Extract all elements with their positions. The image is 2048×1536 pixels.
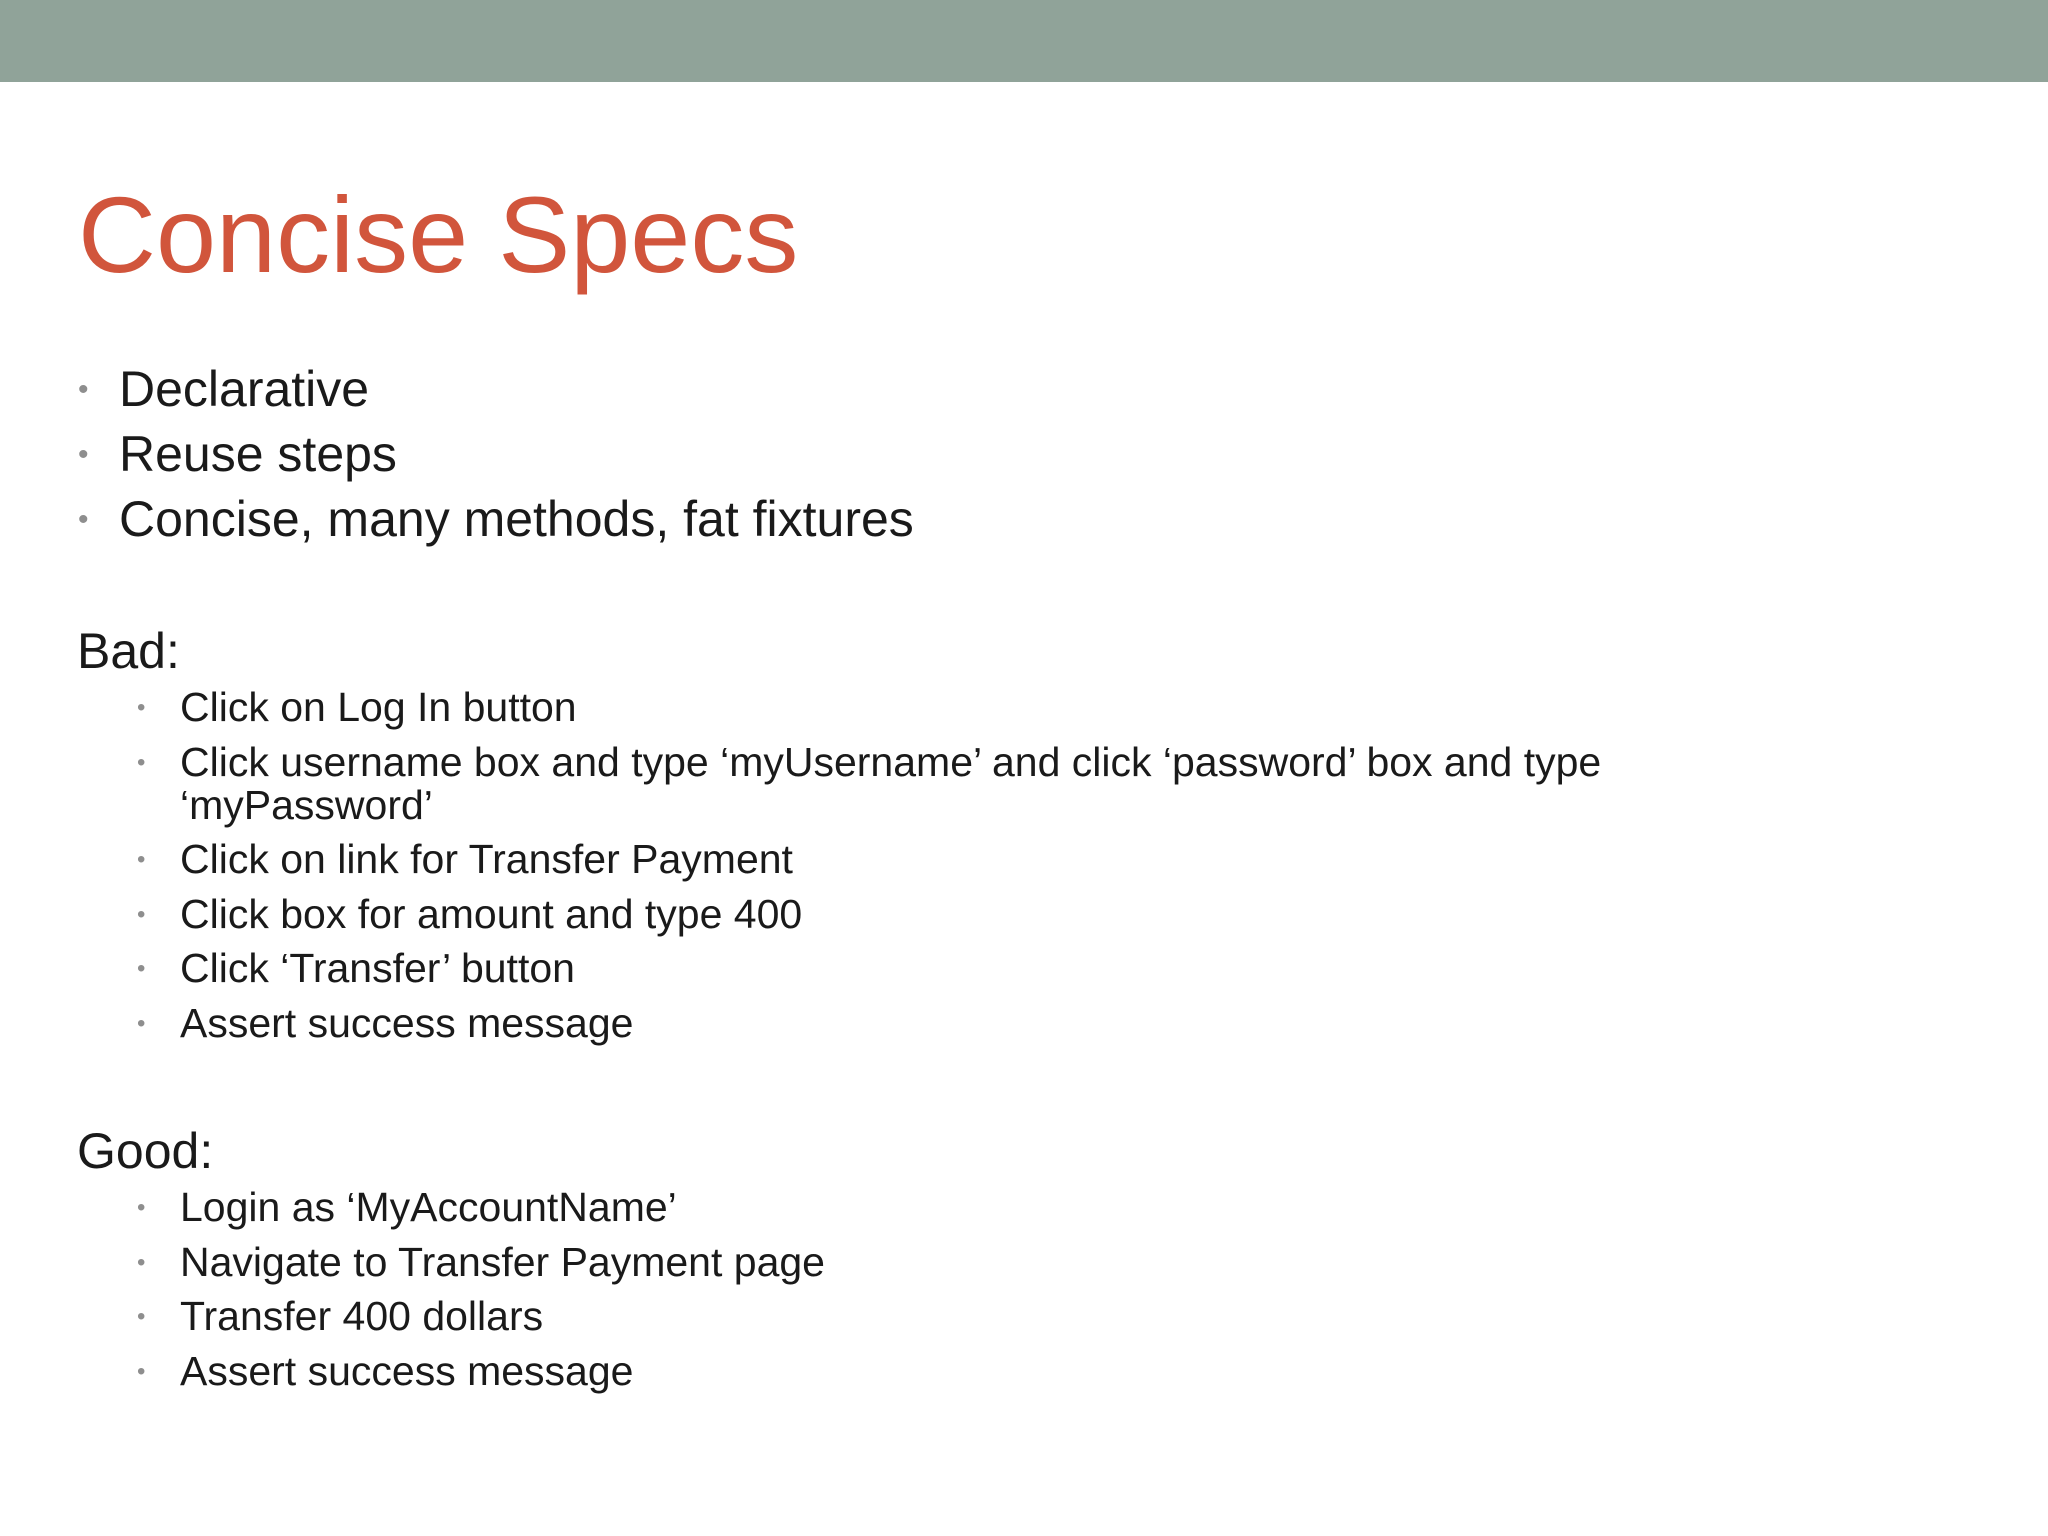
bullet-icon: • <box>137 1357 146 1385</box>
list-item <box>137 999 1977 1046</box>
list-item <box>78 422 1978 487</box>
list-item <box>137 890 1977 937</box>
list-item <box>137 838 1977 881</box>
bullet-icon: • <box>137 748 146 776</box>
bad-heading: Bad: <box>77 623 180 679</box>
bullet-text: Click on link for Transfer Payment <box>180 836 793 882</box>
bullet-text: Transfer 400 dollars <box>180 1293 544 1339</box>
list-item <box>137 738 1977 828</box>
list-item <box>137 686 1977 729</box>
bullet-icon: • <box>137 1194 146 1221</box>
bullet-icon: • <box>137 1009 146 1037</box>
good-example-list <box>137 1186 1977 1404</box>
bullet-icon: • <box>137 846 146 873</box>
bullet-icon: • <box>78 373 89 406</box>
bullet-text: Click box for amount and type 400 <box>180 890 803 937</box>
bullet-text: Click ‘Transfer’ button <box>180 945 575 991</box>
bullet-icon: • <box>78 438 89 471</box>
bullet-text: Declarative <box>119 361 370 417</box>
bad-example-list <box>137 686 1977 1056</box>
bullet-icon: • <box>137 900 146 928</box>
list-item <box>137 1347 1977 1394</box>
main-bullet-list <box>78 357 1978 552</box>
bullet-icon: • <box>78 503 89 536</box>
bullet-text: Assert success message <box>180 1347 634 1394</box>
bullet-icon: • <box>137 1248 146 1276</box>
bullet-icon: • <box>137 955 146 982</box>
slide-title: Concise Specs <box>78 174 799 295</box>
bullet-icon: • <box>137 1303 146 1330</box>
top-accent-bar <box>0 0 2048 82</box>
bullet-icon: • <box>137 694 146 721</box>
bullet-text: Assert success message <box>180 999 634 1046</box>
list-item <box>137 1238 1977 1285</box>
list-item <box>137 947 1977 990</box>
list-item <box>78 487 1978 552</box>
bullet-text: Login as ‘MyAccountName’ <box>180 1184 677 1230</box>
good-heading: Good: <box>77 1123 214 1179</box>
bullet-text: Click username box and type ‘myUsername’ and click ‘password’ box and type ‘myPassword’ <box>180 738 1602 828</box>
list-item <box>137 1295 1977 1338</box>
list-item <box>137 1186 1977 1229</box>
bullet-text: Navigate to Transfer Payment page <box>180 1238 825 1285</box>
bullet-text: Click on Log In button <box>180 684 577 730</box>
list-item <box>78 357 1978 422</box>
bullet-text: Reuse steps <box>119 426 397 482</box>
bullet-text: Concise, many methods, fat fixtures <box>119 491 914 547</box>
